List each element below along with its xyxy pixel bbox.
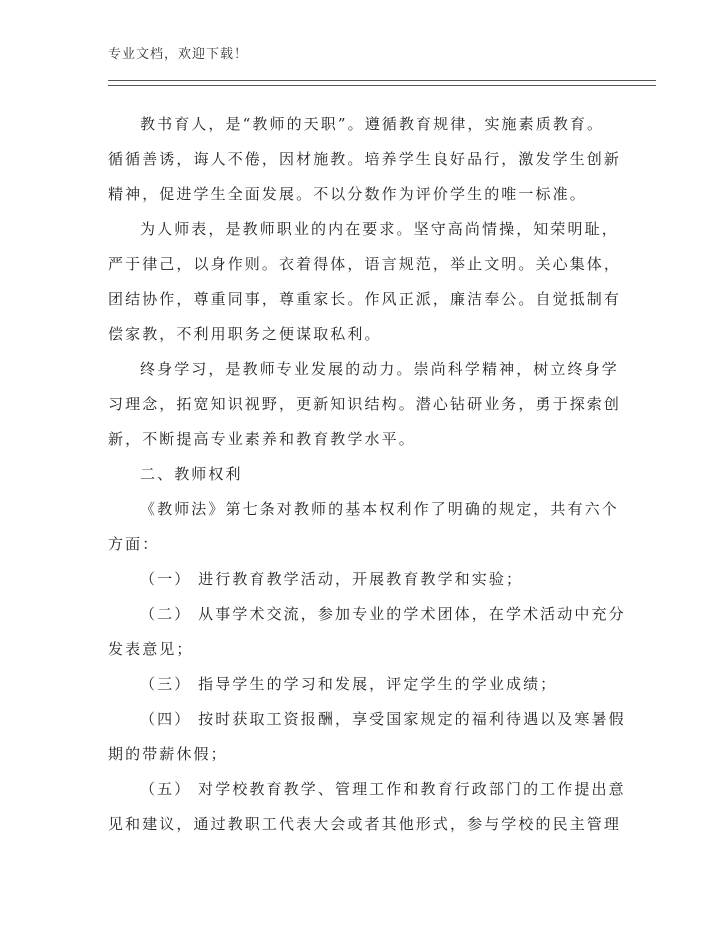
text-line: 期的带薪休假； xyxy=(108,745,228,763)
text-line: 见和建议，通过教职工代表大会或者其他形式，参与学校的民主管理 xyxy=(108,815,622,833)
list-item: （四） 按时获取工资报酬，享受国家规定的福利待遇以及寒暑假 xyxy=(140,710,626,728)
text-line: 新，不断提高专业素养和教育教学水平。 xyxy=(108,430,416,448)
text-line: 偿家教，不利用职务之便谋取私利。 xyxy=(108,325,382,343)
document-body xyxy=(108,107,626,842)
header-divider xyxy=(108,80,656,86)
text-line: 团结协作，尊重同事，尊重家长。作风正派，廉洁奉公。自觉抵制有 xyxy=(108,290,622,308)
text-line: 循循善诱，诲人不倦，因材施教。培养学生良好品行，激发学生创新 xyxy=(108,150,622,168)
text-line: 教书育人，是“教师的天职”。遵循教育规律，实施素质教育。 xyxy=(140,115,605,133)
list-item: （一） 进行教育教学活动，开展教育教学和实验； xyxy=(140,570,524,588)
list-item: （三） 指导学生的学习和发展，评定学生的学业成绩； xyxy=(140,675,558,693)
text-line: 《教师法》第七条对教师的基本权利作了明确的规定，共有六个 xyxy=(140,500,619,518)
text-line: 终身学习，是教师专业发展的动力。崇尚科学精神，树立终身学 xyxy=(140,360,619,378)
text-line: 精神，促进学生全面发展。不以分数作为评价学生的唯一标准。 xyxy=(108,185,587,203)
text-line: 习理念，拓宽知识视野，更新知识结构。潜心钻研业务，勇于探索创 xyxy=(108,395,622,413)
page-header-text: 专业文档，欢迎下载！ xyxy=(108,47,249,62)
list-item: （二） 从事学术交流，参加专业的学术团体，在学术活动中充分 xyxy=(140,605,626,623)
list-item: （五） 对学校教育教学、管理工作和教育行政部门的工作提出意 xyxy=(140,780,626,798)
text-line: 方面： xyxy=(108,535,160,553)
section-heading: 二、教师权利 xyxy=(140,465,243,483)
text-line: 为人师表，是教师职业的内在要求。坚守高尚情操，知荣明耻， xyxy=(140,220,619,238)
text-line: 发表意见； xyxy=(108,640,194,658)
text-line: 严于律己，以身作则。衣着得体，语言规范，举止文明。关心集体， xyxy=(108,255,622,273)
